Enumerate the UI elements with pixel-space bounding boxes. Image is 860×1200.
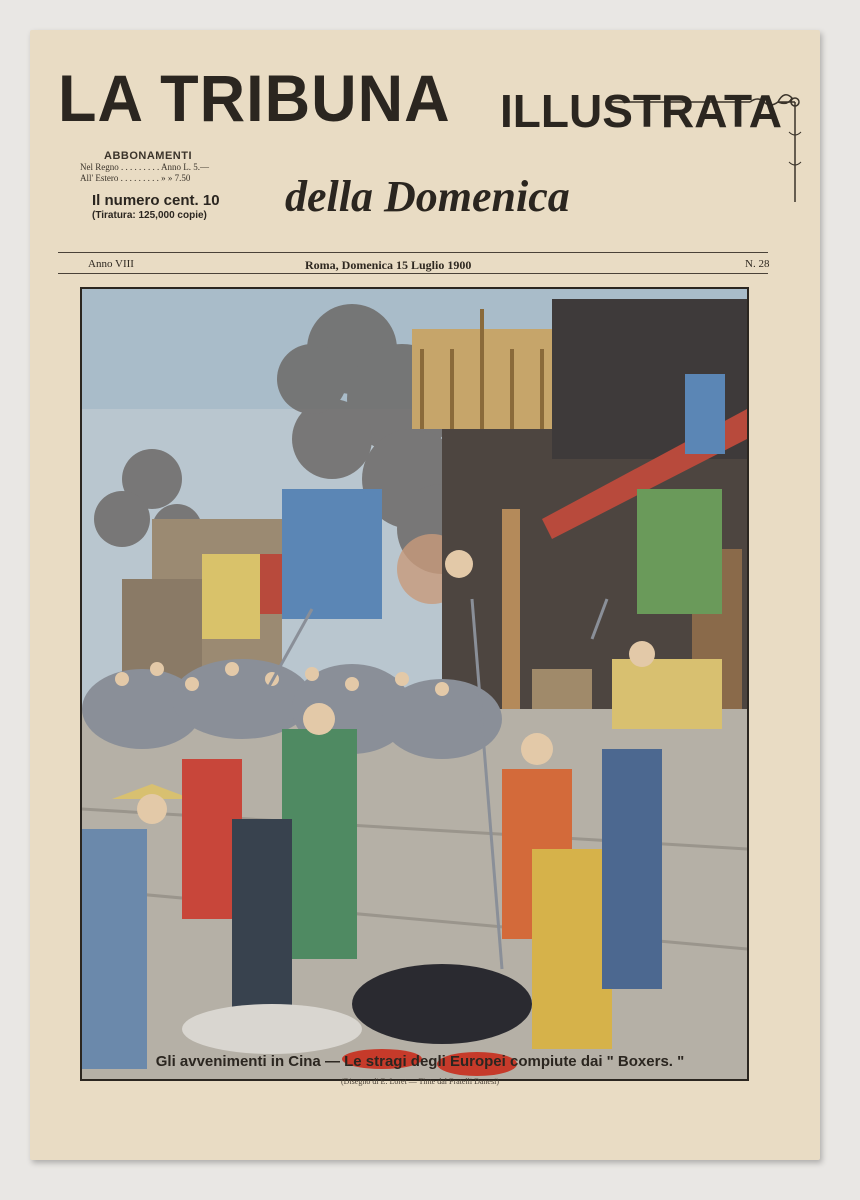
subscription-abroad: All' Estero . . . . . . . . . » » 7.50 xyxy=(80,173,191,183)
blue-banner xyxy=(282,489,382,619)
subscription-box xyxy=(80,150,209,184)
masthead-illustrata: ILLUSTRATA xyxy=(500,85,782,137)
masthead-title: LA TRIBUNA xyxy=(58,62,451,136)
subscription-heading: ABBONAMENTI xyxy=(104,150,192,162)
issue-price: Il numero cent. 10 xyxy=(92,192,220,209)
illustration-credit: (Disegno di E. Loret — Tinte dal Fratelli Danesi) xyxy=(341,1077,499,1086)
issue-number: N. 28 xyxy=(745,258,770,270)
yellow-banner xyxy=(202,554,260,639)
print-run: (Tiratura: 125,000 copie) xyxy=(92,210,207,221)
masthead-subtitle: della Domenica xyxy=(285,172,570,221)
volume-number: Anno VIII xyxy=(88,258,134,270)
header-rule-top xyxy=(58,252,768,253)
issue-date: Roma, Domenica 15 Luglio 1900 xyxy=(305,258,472,272)
header-rule-bottom xyxy=(58,273,768,274)
illustration-caption: Gli avvenimenti in Cina — Le stragi degli Europei compiute dai " Boxers. " xyxy=(155,1053,685,1070)
green-banner xyxy=(637,489,722,614)
cover-illustration xyxy=(80,287,749,1081)
subscription-kingdom: Nel Regno . . . . . . . . . Anno L. 5.— xyxy=(80,162,209,172)
